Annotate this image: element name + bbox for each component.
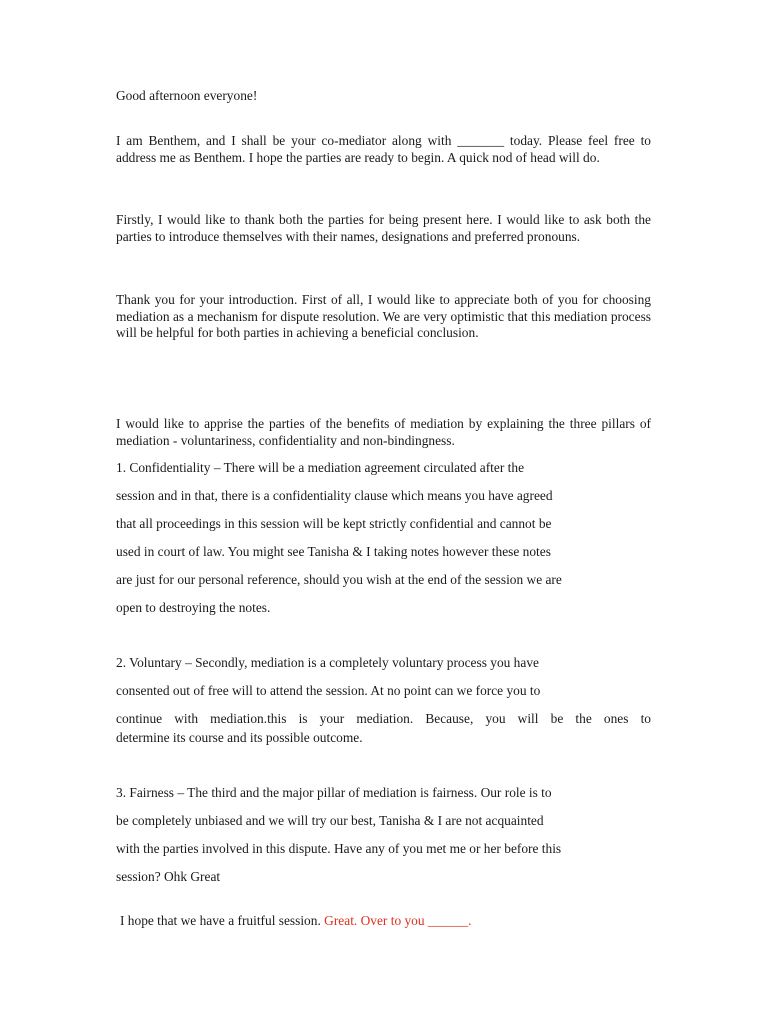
- pillars-intro-paragraph: I would like to apprise the parties of the benefits of mediation by explaining the three pillars of mediation - voluntariness, confidentiality and non-bindingness.: [116, 416, 651, 448]
- voluntary-line: 2. Voluntary – Secondly, mediation is a completely voluntary process you have: [116, 655, 539, 670]
- fairness-line: with the parties involved in this dispute. Have any of you met me or her before this: [116, 841, 562, 856]
- fairness-line: 3. Fairness – The third and the major pillar of mediation is fairness. Our role is to: [116, 785, 552, 800]
- greeting: Good afternoon everyone!: [116, 88, 258, 103]
- confidentiality-line: that all proceedings in this session will be kept strictly confidential and cannot be: [116, 516, 552, 531]
- fairness-line: session? Ohk Great: [116, 869, 221, 884]
- confidentiality-line: are just for our personal reference, should you wish at the end of the session we are: [116, 572, 562, 587]
- closing-line: [120, 913, 655, 929]
- closing-highlight: Great. Over to you ______.: [324, 913, 472, 928]
- confidentiality-line: open to destroying the notes.: [116, 600, 271, 615]
- closing-text: I hope that we have a fruitful session.: [120, 913, 321, 928]
- confidentiality-line: used in court of law. You might see Tanisha & I taking notes however these notes: [116, 544, 551, 559]
- voluntary-line: continue with mediation.this is your mediation. Because, you will be the ones to: [116, 711, 651, 726]
- fairness-line: be completely unbiased and we will try our best, Tanisha & I are not acquainted: [116, 813, 544, 828]
- confidentiality-line: 1. Confidentiality – There will be a mediation agreement circulated after the: [116, 460, 525, 475]
- thanks-paragraph: Firstly, I would like to thank both the parties for being present here. I would like to ask both the parties to introduce themselves with their names, designations and preferred pronouns.: [116, 212, 651, 244]
- confidentiality-line: session and in that, there is a confidentiality clause which means you have agreed: [116, 488, 553, 503]
- voluntary-line: consented out of free will to attend the session. At no point can we force you to: [116, 683, 541, 698]
- appreciation-paragraph: Thank you for your introduction. First of all, I would like to appreciate both of you for choosing mediation as a mechanism for dispute resolution. We are very optimistic that this mediation process will be helpful for both parties in achieving a beneficial conclusion.: [116, 292, 651, 340]
- voluntary-line: determine its course and its possible outcome.: [116, 730, 363, 745]
- intro-paragraph: I am Benthem, and I shall be your co-mediator along with _______ today. Please feel free to address me as Benthem. I hope the parties are ready to begin. A quick nod of head will do.: [116, 133, 651, 165]
